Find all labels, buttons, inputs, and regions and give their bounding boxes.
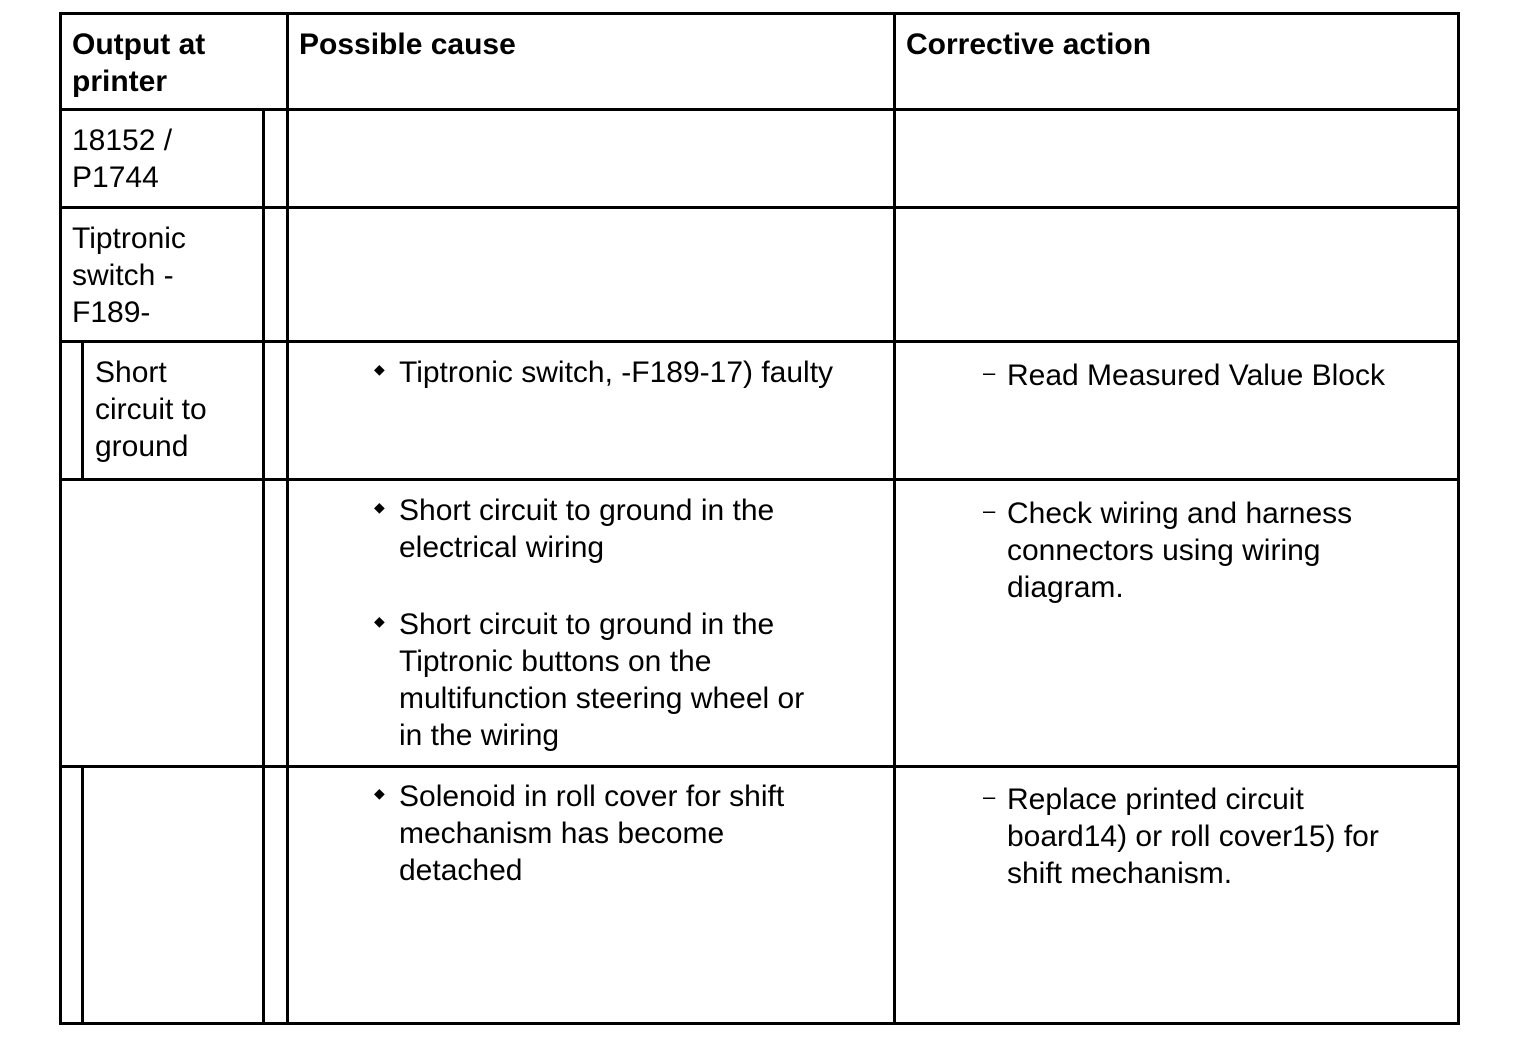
fault-code-line2: P1744 bbox=[72, 161, 159, 194]
indent-divider bbox=[262, 108, 265, 1025]
table-border-bottom bbox=[59, 1022, 1460, 1025]
table-border-left bbox=[59, 12, 62, 1025]
cause-2-line2: electrical wiring bbox=[399, 531, 605, 564]
bullet-icon: ◆ bbox=[374, 785, 385, 801]
condition-line2: circuit to bbox=[95, 393, 207, 426]
indent-divider-inner bbox=[81, 765, 84, 1025]
cause-3-line2: Tiptronic buttons on the bbox=[399, 645, 712, 678]
header-cause: Possible cause bbox=[299, 28, 516, 61]
header-divider bbox=[59, 108, 1460, 111]
header-output-line1: Output at bbox=[72, 28, 206, 61]
bullet-icon: ◆ bbox=[374, 361, 385, 377]
condition-line3: ground bbox=[95, 430, 189, 463]
column-divider-action bbox=[893, 12, 896, 1025]
component-line2: switch - bbox=[72, 259, 174, 292]
cause-1-line1: Tiptronic switch, -F189-17) faulty bbox=[399, 356, 834, 389]
row-divider bbox=[59, 478, 1460, 481]
component-line3: F189- bbox=[72, 296, 151, 329]
column-divider-cause bbox=[286, 12, 289, 1025]
dash-icon: – bbox=[983, 360, 996, 385]
fault-code-line1: 18152 / bbox=[72, 124, 173, 157]
table-border-top bbox=[59, 12, 1460, 15]
row-divider bbox=[59, 765, 1460, 768]
action-2-line3: diagram. bbox=[1007, 571, 1124, 604]
cause-2-line1: Short circuit to ground in the bbox=[399, 494, 775, 527]
cause-4-line3: detached bbox=[399, 854, 523, 887]
action-2-line1: Check wiring and harness bbox=[1007, 497, 1353, 530]
dash-icon: – bbox=[983, 498, 996, 523]
row-divider bbox=[59, 206, 1460, 209]
table-border-right bbox=[1457, 12, 1460, 1025]
cause-3-line1: Short circuit to ground in the bbox=[399, 608, 775, 641]
action-3-line2: board14) or roll cover15) for bbox=[1007, 820, 1379, 853]
header-output-line2: printer bbox=[72, 65, 168, 98]
cause-3-line4: in the wiring bbox=[399, 719, 560, 752]
cause-4-line1: Solenoid in roll cover for shift bbox=[399, 780, 785, 813]
cause-3-line3: multifunction steering wheel or bbox=[399, 682, 805, 715]
indent-divider-inner bbox=[81, 340, 84, 481]
dash-icon: – bbox=[983, 784, 996, 809]
action-3-line1: Replace printed circuit bbox=[1007, 783, 1304, 816]
bullet-icon: ◆ bbox=[374, 499, 385, 515]
cause-4-line2: mechanism has become bbox=[399, 817, 725, 850]
action-1-line1: Read Measured Value Block bbox=[1007, 359, 1385, 392]
action-2-line2: connectors using wiring bbox=[1007, 534, 1321, 567]
header-action: Corrective action bbox=[906, 28, 1152, 61]
action-3-line3: shift mechanism. bbox=[1007, 857, 1233, 890]
condition-line1: Short bbox=[95, 356, 167, 389]
bullet-icon: ◆ bbox=[374, 613, 385, 629]
row-divider bbox=[59, 340, 1460, 343]
component-line1: Tiptronic bbox=[72, 222, 186, 255]
